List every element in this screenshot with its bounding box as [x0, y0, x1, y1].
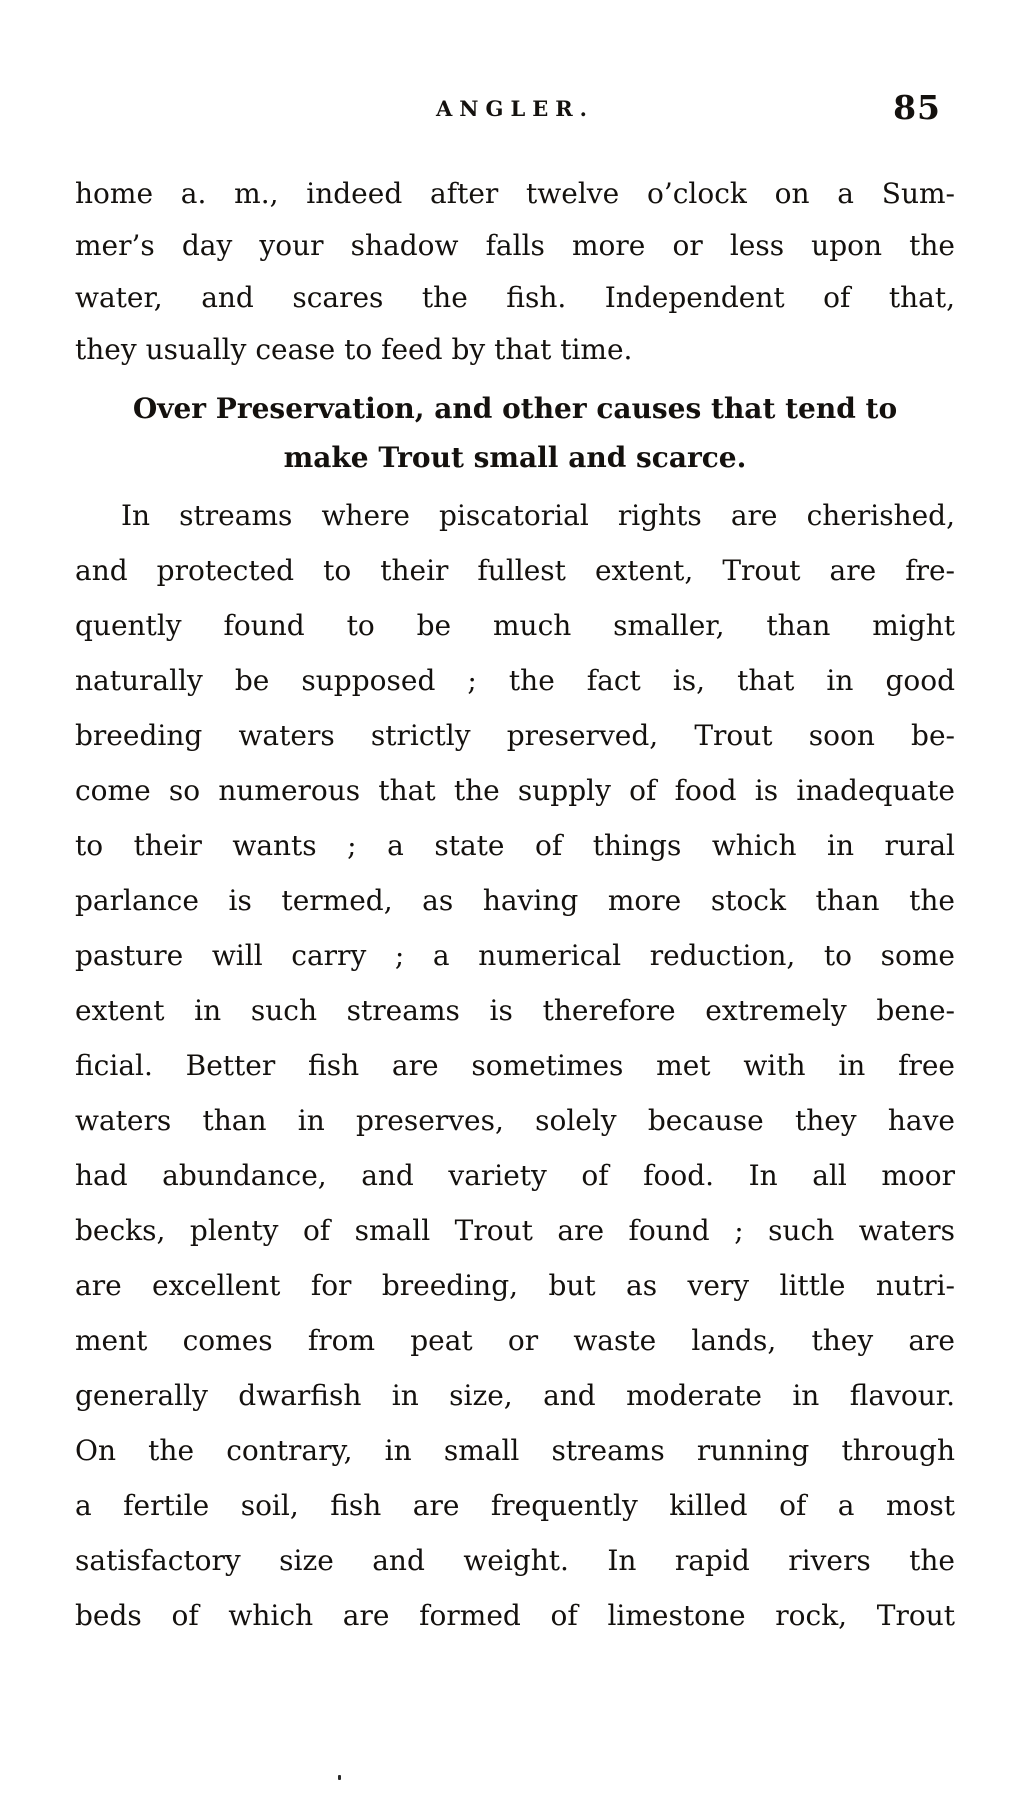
text-line: beds of which are formed of limestone rock, Trout	[75, 1599, 955, 1632]
text-line: water, and scares the fish. Independent of that,	[75, 281, 955, 314]
paragraph-intro	[75, 168, 955, 376]
text-line: In streams where piscatorial rights are cherished,	[121, 499, 955, 532]
text-line: to their wants ; a state of things which in rural	[75, 829, 955, 862]
text-line: quently found to be much smaller, than might	[75, 609, 955, 642]
text-line: a fertile soil, fish are frequently killed of a most	[75, 1489, 955, 1522]
text-line: make Trout small and scarce.	[283, 441, 747, 474]
page-number: 85	[893, 88, 941, 127]
text-line: waters than in preserves, solely because they have	[75, 1104, 955, 1137]
text-line: Over Preservation, and other causes that tend to	[132, 392, 898, 425]
text-line: come so numerous that the supply of food is inadequate	[75, 774, 955, 807]
text-line: generally dwarfish in size, and moderate in flavour.	[75, 1379, 955, 1412]
text-line: and protected to their fullest extent, Trout are fre-	[75, 554, 955, 587]
text-line: satisfactory size and weight. In rapid rivers the	[75, 1544, 955, 1577]
text-line: On the contrary, in small streams running through	[75, 1434, 955, 1467]
text-line: pasture will carry ; a numerical reduction, to some	[75, 939, 955, 972]
print-speck	[338, 1775, 341, 1780]
text-line: breeding waters strictly preserved, Trout soon be-	[75, 719, 955, 752]
text-line: extent in such streams is therefore extremely bene-	[75, 994, 955, 1027]
text-line: are excellent for breeding, but as very little nutri-	[75, 1269, 955, 1302]
running-title: ANGLER.	[436, 96, 594, 121]
text-line: parlance is termed, as having more stock than the	[75, 884, 955, 917]
text-line: they usually cease to feed by that time.	[75, 333, 633, 366]
text-line: naturally be supposed ; the fact is, that in good	[75, 664, 955, 697]
section-heading	[75, 384, 955, 482]
paragraph-main	[75, 488, 955, 1643]
text-line: home a. m., indeed after twelve o’clock on a Sum-	[75, 177, 955, 210]
text-line: ficial. Better fish are sometimes met with in free	[75, 1049, 955, 1082]
text-line: had abundance, and variety of food. In all moor	[75, 1159, 955, 1192]
text-line: mer’s day your shadow falls more or less upon the	[75, 229, 955, 262]
text-line: ment comes from peat or waste lands, they are	[75, 1324, 955, 1357]
running-header	[75, 88, 955, 127]
text-line: becks, plenty of small Trout are found ; such waters	[75, 1214, 955, 1247]
